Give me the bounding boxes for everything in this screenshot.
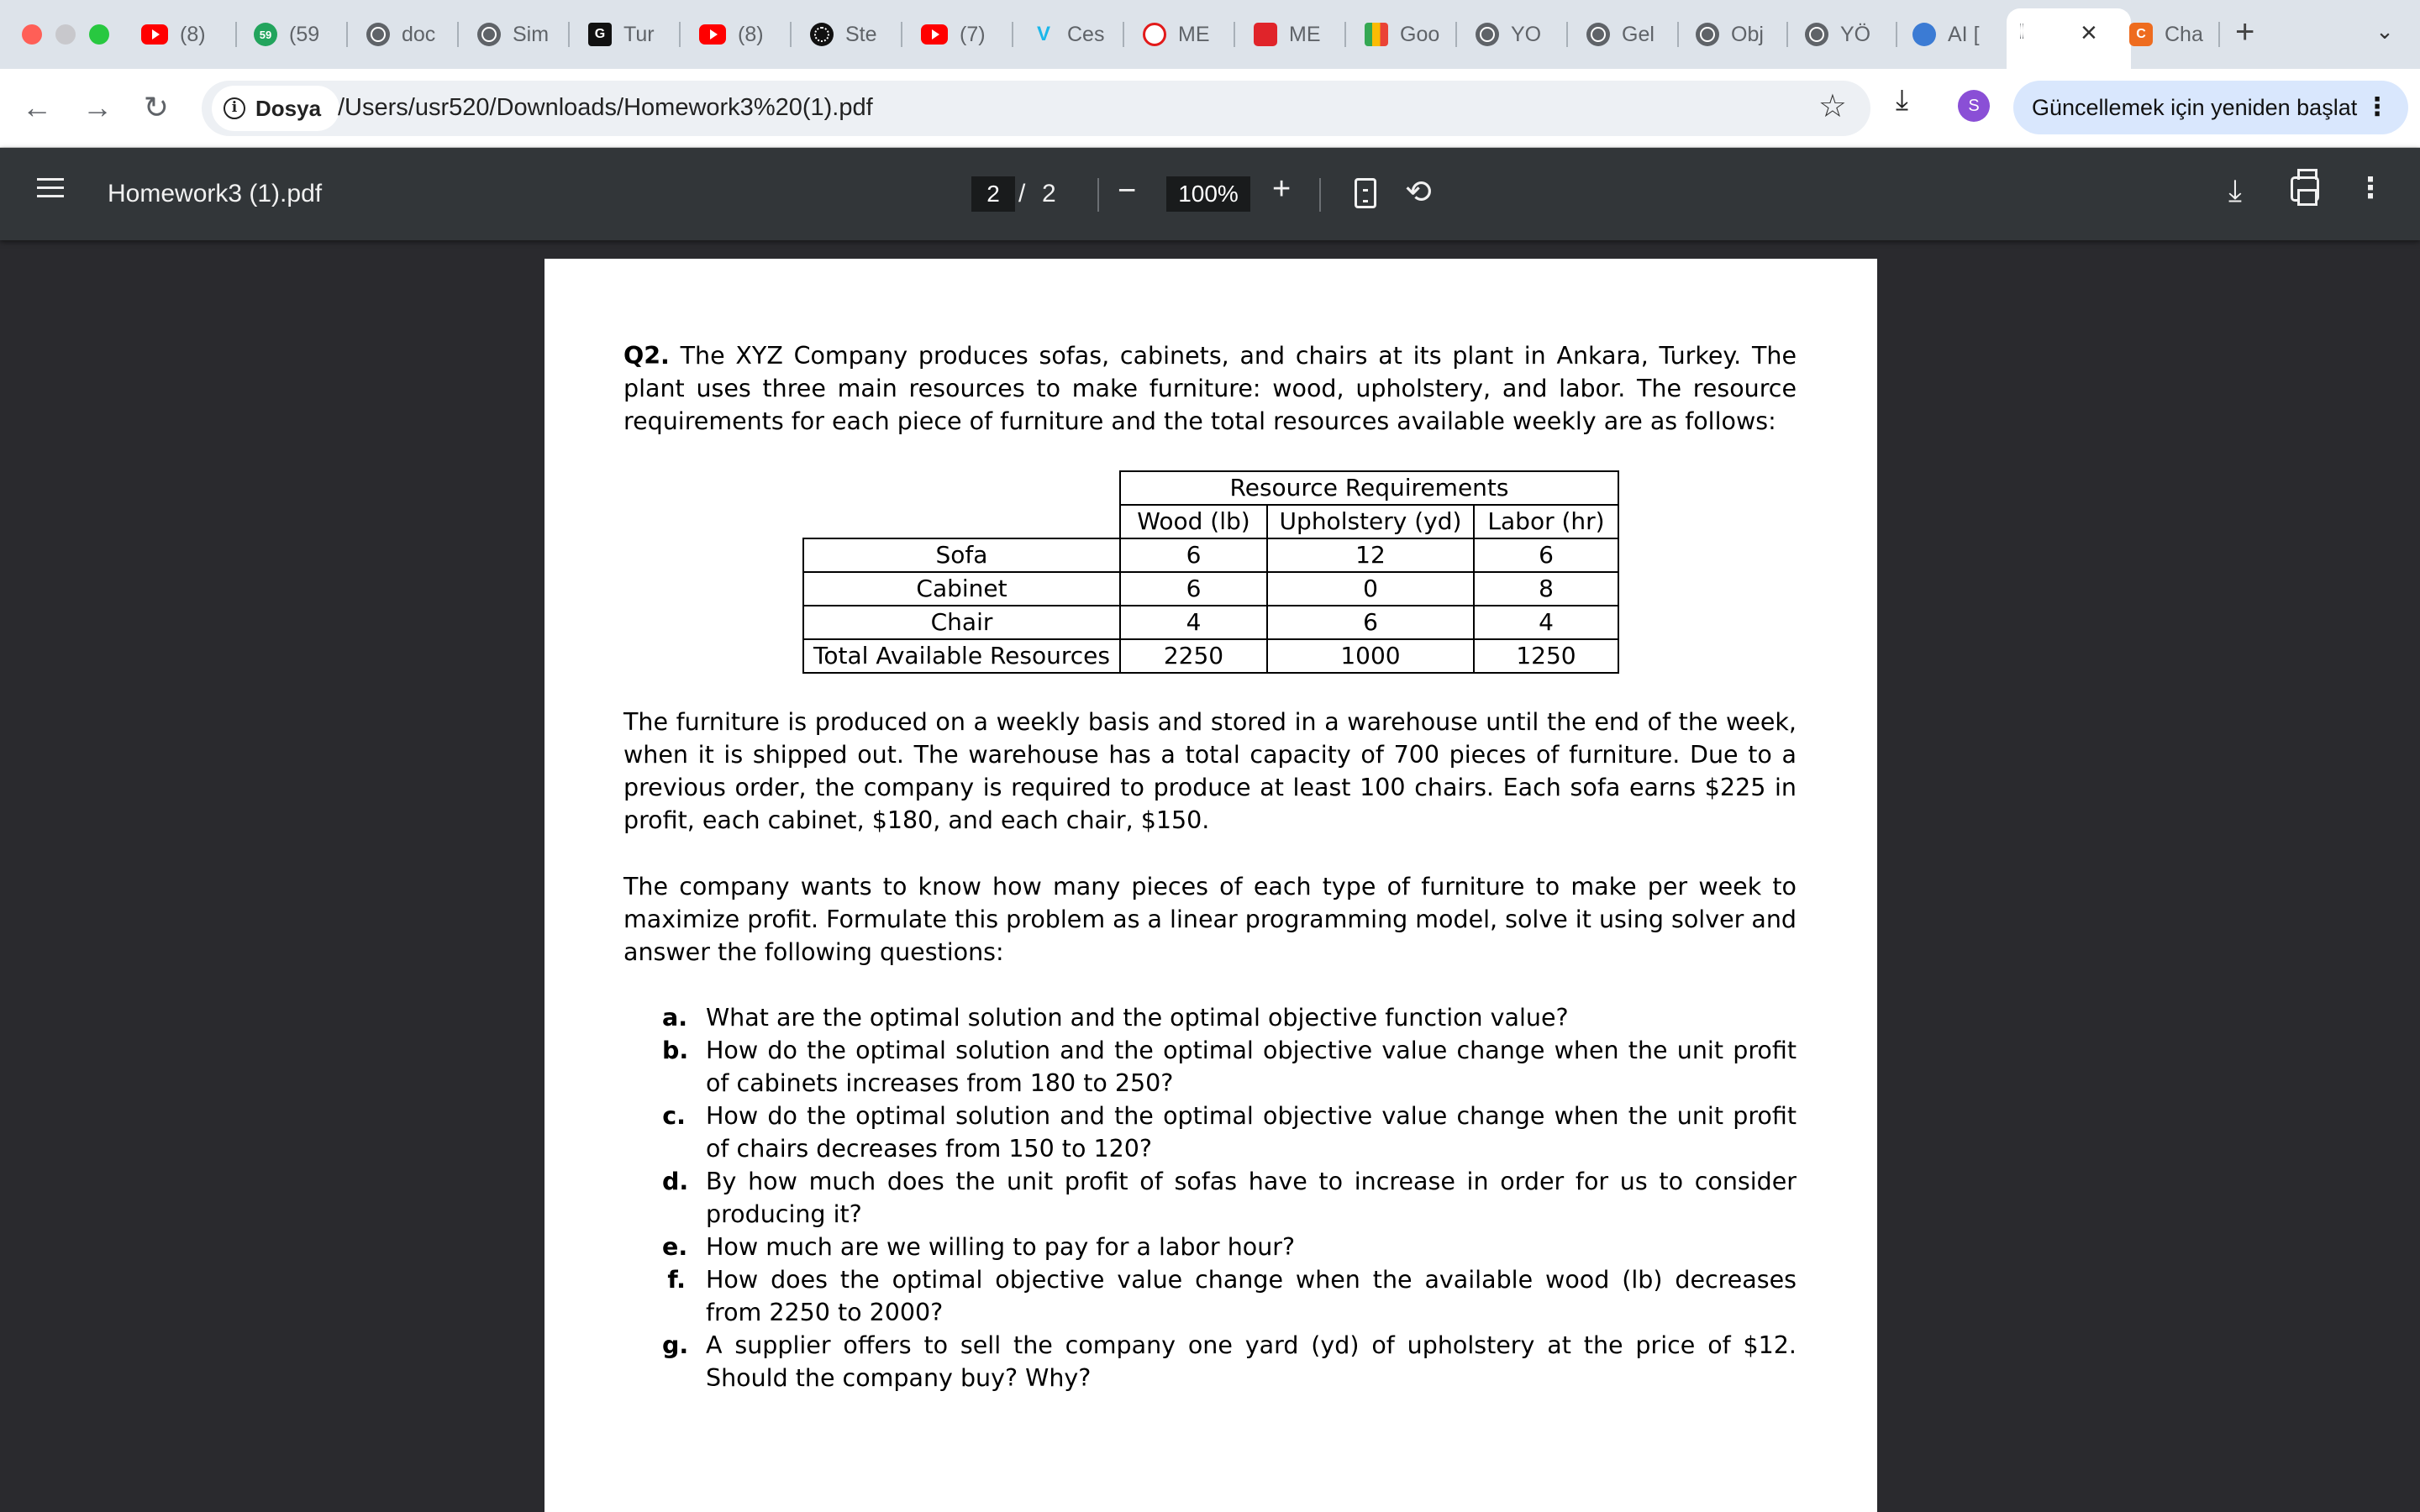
pdf-title: Homework3 (1).pdf [108,180,323,207]
forward-button[interactable]: → [82,90,113,124]
browser-tab[interactable]: G Tur [588,17,681,52]
globe-icon [2020,24,2023,39]
task-paragraph: The company wants to know how many pieces of each type of furniture to make per week to maximize profit. Formulate this problem as a linear programming model, solve it using solver and answer the following questions: [623,873,1797,966]
list-item: f. How does the optimal objective value change when the available wood (lb) decreases from 2250 to 2000? [667,1266,1797,1326]
browser-tab[interactable]: YO [1476,17,1568,52]
globe-icon [1696,23,1719,46]
browser-tab[interactable]: doc [366,17,459,52]
browser-tab[interactable]: YÖ [1805,17,1897,52]
print-icon[interactable] [2291,176,2319,202]
pdf-sidebar-menu-icon[interactable] [37,178,64,202]
list-item: c. How do the optimal solution and the optimal objective value change when the unit profit of chairs decreases from 150 to 120? [662,1102,1797,1163]
badge-icon: 59 [254,23,277,46]
table-row: Total Available Resources 2250 1000 1250 [803,639,1618,673]
g-icon: G [588,23,612,46]
back-button[interactable]: ← [22,90,52,124]
question-label: Q2. [623,342,670,370]
browser-tab[interactable]: V Ces [1032,17,1124,52]
window-minimize-button[interactable] [55,24,76,45]
browser-tab[interactable]: ME [1254,17,1346,52]
info-icon: i [224,97,245,119]
question-list [662,1001,1797,1394]
active-browser-tab[interactable] [2007,8,2131,71]
zoom-out-button[interactable]: − [1118,173,1137,208]
intro-paragraph: Q2. The XYZ Company produces sofas, cabinets, and chairs at its plant in Ankara, Turkey. The plant uses three main resources to make furniture: wood, upholstery, and labor. The resource requirements for each piece of furniture and the total resources available weekly are as follows: [623,342,1797,435]
browser-tab[interactable]: Ste [810,17,902,52]
youtube-icon [699,24,726,45]
more-vert-icon[interactable]: ⋮ [2365,93,2390,121]
rotate-icon[interactable]: ⟲ [1405,175,1432,210]
fit-to-page-icon[interactable] [1355,178,1376,208]
youtube-icon [141,24,168,45]
globe-icon [477,23,501,46]
url-text[interactable]: /Users/usr520/Downloads/Homework3%20(1).pdf [338,94,873,121]
reload-button[interactable]: ↻ [143,90,170,124]
close-tab-icon[interactable]: × [2081,17,2097,49]
ste-icon [810,23,834,46]
restart-to-update-button[interactable]: Güncellemek için yeniden başlat ⋮ [2013,81,2408,134]
pdf-page [544,259,1877,1512]
youtube-icon [921,24,948,45]
table-column-header: Wood (lb) [1120,505,1267,538]
globe-icon [1476,23,1499,46]
pdf-download-icon[interactable]: ⤓ [2228,173,2242,207]
downloads-icon[interactable]: ⤓ [1896,84,1909,116]
globe-icon [1586,23,1610,46]
warehouse-paragraph: The furniture is produced on a weekly basis and stored in a warehouse until the end of the week, when it is shipped out. The warehouse has a total capacity of 700 pieces of furniture. Due to a previous order, the company is required to produce at least 100 chairs. Each sofa earns $225 in profit, each cabinet, $180, and each chair, $150. [623,708,1797,834]
table-row: Sofa 6 12 6 [803,538,1618,572]
c-icon: C [2129,23,2153,46]
page-separator: / [1018,180,1026,207]
window-close-button[interactable] [22,24,42,45]
vimeo-icon: V [1036,23,1050,45]
window-maximize-button[interactable] [89,24,109,45]
more-options-icon[interactable]: ⋮ [2356,172,2385,204]
table-column-header: Labor (hr) [1474,505,1618,538]
browser-tab[interactable]: (8) [699,17,792,52]
list-item: g. A supplier offers to sell the company one yard (yd) of upholstery at the price of $12. Should the company buy? Why? [662,1331,1797,1392]
profile-avatar[interactable]: S [1958,90,1990,122]
table-row: Chair 4 6 4 [803,606,1618,639]
me-box-icon [1254,23,1277,46]
page-total: 2 [1042,180,1056,207]
browser-tab[interactable]: C Cha [2129,17,2222,52]
browser-tab[interactable]: ME [1143,17,1235,52]
meet-icon [1365,23,1388,46]
browser-tab[interactable]: Obj [1696,17,1788,52]
table-column-header: Upholstery (yd) [1267,505,1474,538]
pdf-toolbar [0,148,2420,240]
page-number-input[interactable]: 2 [971,176,1015,212]
browser-tab[interactable]: (7) [921,17,1013,52]
tab-strip [0,0,2420,69]
globe-icon [1805,23,1828,46]
address-bar[interactable] [202,81,1870,136]
browser-tab[interactable]: (8) [141,17,229,52]
list-item: b. How do the optimal solution and the optimal objective value change when the unit profit of cabinets increases from 180 to 250? [662,1037,1797,1097]
list-item: e. How much are we willing to pay for a labor hour? [662,1233,1296,1261]
ai-icon [1912,23,1936,46]
browser-tab[interactable]: Sim [477,17,570,52]
list-item: a. What are the optimal solution and the optimal objective function value? [662,1004,1569,1032]
resource-table [802,470,1619,674]
new-tab-button[interactable]: + [2235,13,2255,50]
table-group-header: Resource Requirements [1120,471,1618,505]
zoom-level-input[interactable]: 100% [1166,176,1250,212]
me-circle-icon [1143,23,1166,46]
globe-icon [366,23,390,46]
list-item: d. By how much does the unit profit of sofas have to increase in order for us to consider producing it? [662,1168,1797,1228]
bookmark-star-icon[interactable]: ☆ [1818,89,1847,124]
site-info-chip[interactable]: i Dosya [212,86,339,131]
table-row: Cabinet 6 0 8 [803,572,1618,606]
tab-search-button[interactable]: ⌄ [2375,18,2394,44]
zoom-in-button[interactable]: + [1272,171,1292,207]
browser-tab[interactable]: 59 (59 [254,17,346,52]
browser-tab[interactable]: Goo [1365,17,1457,52]
browser-tab[interactable]: AI [ [1912,17,2002,52]
browser-tab[interactable]: Gel [1586,17,1679,52]
